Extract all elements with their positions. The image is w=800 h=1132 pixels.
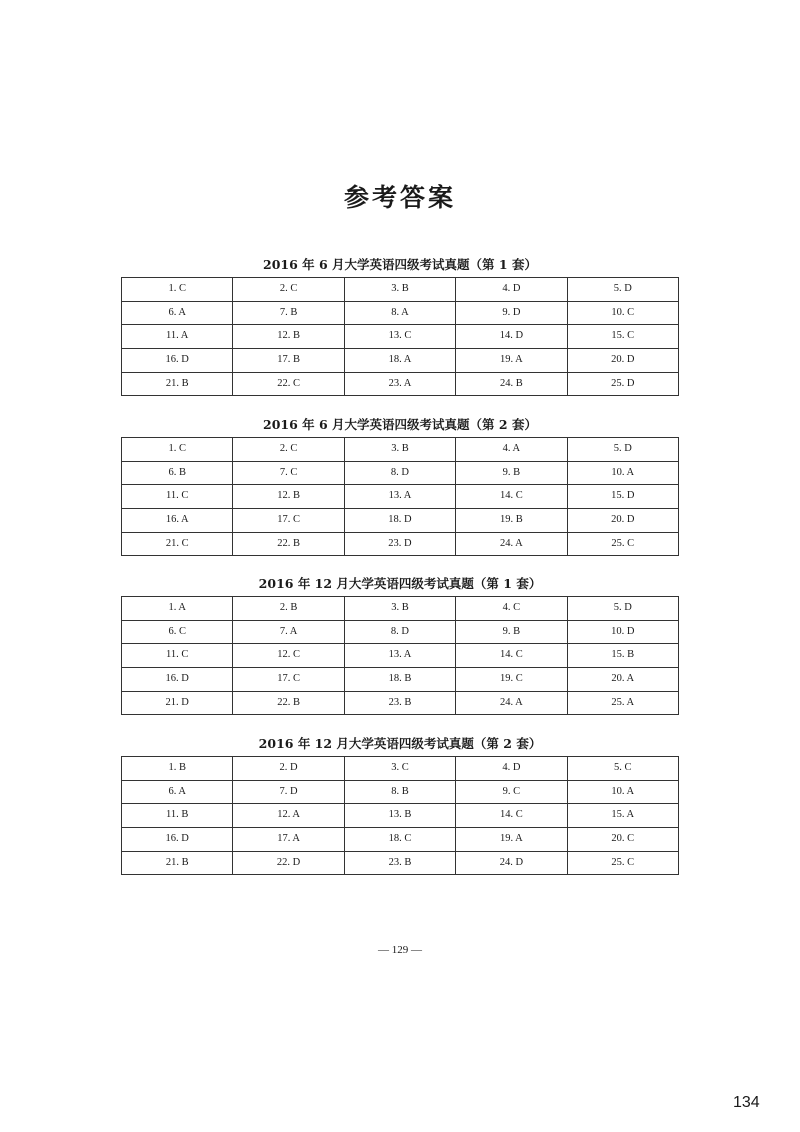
answer-cell: 18. B bbox=[344, 668, 455, 692]
answer-cell: 8. D bbox=[344, 461, 455, 485]
answer-cell: 20. C bbox=[567, 828, 678, 852]
answer-cell: 20. D bbox=[567, 349, 678, 373]
answer-cell: 15. C bbox=[567, 325, 678, 349]
answer-cell: 24. A bbox=[456, 691, 567, 715]
table-row bbox=[122, 349, 679, 373]
answer-cell: 10. A bbox=[567, 780, 678, 804]
answer-cell: 1. A bbox=[122, 597, 233, 621]
table-row bbox=[122, 780, 679, 804]
answer-cell: 8. A bbox=[344, 301, 455, 325]
answer-cell: 19. A bbox=[456, 349, 567, 373]
answer-cell: 14. C bbox=[456, 804, 567, 828]
answer-cell: 16. D bbox=[122, 828, 233, 852]
table-row bbox=[122, 509, 679, 533]
answer-cell: 17. A bbox=[233, 828, 344, 852]
section-title-2: 2016 年 6 月大学英语四级考试真题（第 2 套） bbox=[263, 417, 537, 432]
answer-cell: 9. C bbox=[456, 780, 567, 804]
answer-cell: 17. C bbox=[233, 668, 344, 692]
answer-cell: 16. A bbox=[122, 509, 233, 533]
table-row bbox=[122, 597, 679, 621]
answer-cell: 3. C bbox=[344, 757, 455, 781]
answer-cell: 10. D bbox=[567, 620, 678, 644]
table-row bbox=[122, 644, 679, 668]
answer-cell: 3. B bbox=[344, 438, 455, 462]
answer-cell: 2. D bbox=[233, 757, 344, 781]
table-row bbox=[122, 278, 679, 302]
answer-cell: 20. D bbox=[567, 509, 678, 533]
answer-cell: 9. D bbox=[456, 301, 567, 325]
answer-cell: 14. C bbox=[456, 485, 567, 509]
answer-table-3 bbox=[121, 596, 679, 715]
answer-cell: 9. B bbox=[456, 620, 567, 644]
table-row bbox=[122, 461, 679, 485]
section-title-1: 2016 年 6 月大学英语四级考试真题（第 1 套） bbox=[263, 257, 537, 272]
table-row bbox=[122, 851, 679, 875]
answer-cell: 7. D bbox=[233, 780, 344, 804]
table-row bbox=[122, 828, 679, 852]
answer-cell: 6. A bbox=[122, 780, 233, 804]
answer-cell: 20. A bbox=[567, 668, 678, 692]
answer-cell: 14. D bbox=[456, 325, 567, 349]
answer-cell: 4. D bbox=[456, 757, 567, 781]
answer-cell: 22. B bbox=[233, 691, 344, 715]
answer-cell: 15. D bbox=[567, 485, 678, 509]
section-title-3: 2016 年 12 月大学英语四级考试真题（第 1 套） bbox=[258, 576, 542, 591]
answer-cell: 12. A bbox=[233, 804, 344, 828]
table-row bbox=[122, 620, 679, 644]
scan-page-number: 134 bbox=[733, 1094, 760, 1111]
answer-cell: 5. C bbox=[567, 757, 678, 781]
answer-cell: 21. C bbox=[122, 532, 233, 556]
table-row bbox=[122, 532, 679, 556]
answer-cell: 6. C bbox=[122, 620, 233, 644]
answer-cell: 23. D bbox=[344, 532, 455, 556]
answer-cell: 4. C bbox=[456, 597, 567, 621]
answer-cell: 1. C bbox=[122, 438, 233, 462]
answer-cell: 15. A bbox=[567, 804, 678, 828]
answer-cell: 11. C bbox=[122, 644, 233, 668]
answer-cell: 11. B bbox=[122, 804, 233, 828]
page-number: — 129 — bbox=[378, 944, 422, 956]
answer-table-2 bbox=[121, 437, 679, 556]
answer-cell: 25. C bbox=[567, 851, 678, 875]
table-row bbox=[122, 691, 679, 715]
answer-cell: 7. A bbox=[233, 620, 344, 644]
answer-cell: 16. D bbox=[122, 349, 233, 373]
answer-cell: 13. B bbox=[344, 804, 455, 828]
answer-cell: 10. A bbox=[567, 461, 678, 485]
table-row bbox=[122, 301, 679, 325]
answer-cell: 15. B bbox=[567, 644, 678, 668]
answer-cell: 12. B bbox=[233, 325, 344, 349]
table-row bbox=[122, 804, 679, 828]
answer-cell: 24. A bbox=[456, 532, 567, 556]
answer-cell: 23. B bbox=[344, 851, 455, 875]
answer-cell: 24. D bbox=[456, 851, 567, 875]
answer-cell: 10. C bbox=[567, 301, 678, 325]
answer-cell: 4. A bbox=[456, 438, 567, 462]
answer-cell: 19. A bbox=[456, 828, 567, 852]
answer-cell: 12. C bbox=[233, 644, 344, 668]
answer-cell: 24. B bbox=[456, 372, 567, 396]
answer-cell: 22. B bbox=[233, 532, 344, 556]
answer-cell: 23. B bbox=[344, 691, 455, 715]
answer-cell: 21. B bbox=[122, 372, 233, 396]
answer-cell: 19. B bbox=[456, 509, 567, 533]
answer-cell: 13. C bbox=[344, 325, 455, 349]
answer-cell: 25. C bbox=[567, 532, 678, 556]
answer-cell: 3. B bbox=[344, 278, 455, 302]
answer-cell: 21. D bbox=[122, 691, 233, 715]
answer-cell: 22. D bbox=[233, 851, 344, 875]
answer-cell: 17. C bbox=[233, 509, 344, 533]
answer-cell: 11. C bbox=[122, 485, 233, 509]
answer-cell: 1. C bbox=[122, 278, 233, 302]
answer-cell: 16. D bbox=[122, 668, 233, 692]
answer-cell: 8. B bbox=[344, 780, 455, 804]
table-row bbox=[122, 668, 679, 692]
answer-cell: 11. A bbox=[122, 325, 233, 349]
answer-cell: 5. D bbox=[567, 438, 678, 462]
answer-cell: 25. D bbox=[567, 372, 678, 396]
table-row bbox=[122, 438, 679, 462]
answer-cell: 1. B bbox=[122, 757, 233, 781]
page-title: 参考答案 bbox=[343, 183, 456, 212]
answer-cell: 13. A bbox=[344, 644, 455, 668]
table-row bbox=[122, 485, 679, 509]
answer-cell: 12. B bbox=[233, 485, 344, 509]
answer-cell: 4. D bbox=[456, 278, 567, 302]
answer-cell: 7. C bbox=[233, 461, 344, 485]
answer-cell: 23. A bbox=[344, 372, 455, 396]
table-row bbox=[122, 325, 679, 349]
answer-cell: 6. A bbox=[122, 301, 233, 325]
answer-cell: 8. D bbox=[344, 620, 455, 644]
answer-cell: 19. C bbox=[456, 668, 567, 692]
answer-cell: 9. B bbox=[456, 461, 567, 485]
section-title-4: 2016 年 12 月大学英语四级考试真题（第 2 套） bbox=[258, 736, 542, 751]
table-row bbox=[122, 372, 679, 396]
answer-table-1 bbox=[121, 277, 679, 396]
answer-table-4 bbox=[121, 756, 679, 875]
table-row bbox=[122, 757, 679, 781]
answer-cell: 22. C bbox=[233, 372, 344, 396]
answer-cell: 2. B bbox=[233, 597, 344, 621]
answer-cell: 3. B bbox=[344, 597, 455, 621]
answer-cell: 5. D bbox=[567, 278, 678, 302]
answer-cell: 7. B bbox=[233, 301, 344, 325]
answer-cell: 2. C bbox=[233, 438, 344, 462]
answer-cell: 13. A bbox=[344, 485, 455, 509]
answer-cell: 17. B bbox=[233, 349, 344, 373]
answer-cell: 14. C bbox=[456, 644, 567, 668]
answer-cell: 18. C bbox=[344, 828, 455, 852]
answer-cell: 2. C bbox=[233, 278, 344, 302]
answer-cell: 6. B bbox=[122, 461, 233, 485]
answer-cell: 25. A bbox=[567, 691, 678, 715]
answer-cell: 18. D bbox=[344, 509, 455, 533]
answer-cell: 21. B bbox=[122, 851, 233, 875]
answer-cell: 5. D bbox=[567, 597, 678, 621]
answer-cell: 18. A bbox=[344, 349, 455, 373]
